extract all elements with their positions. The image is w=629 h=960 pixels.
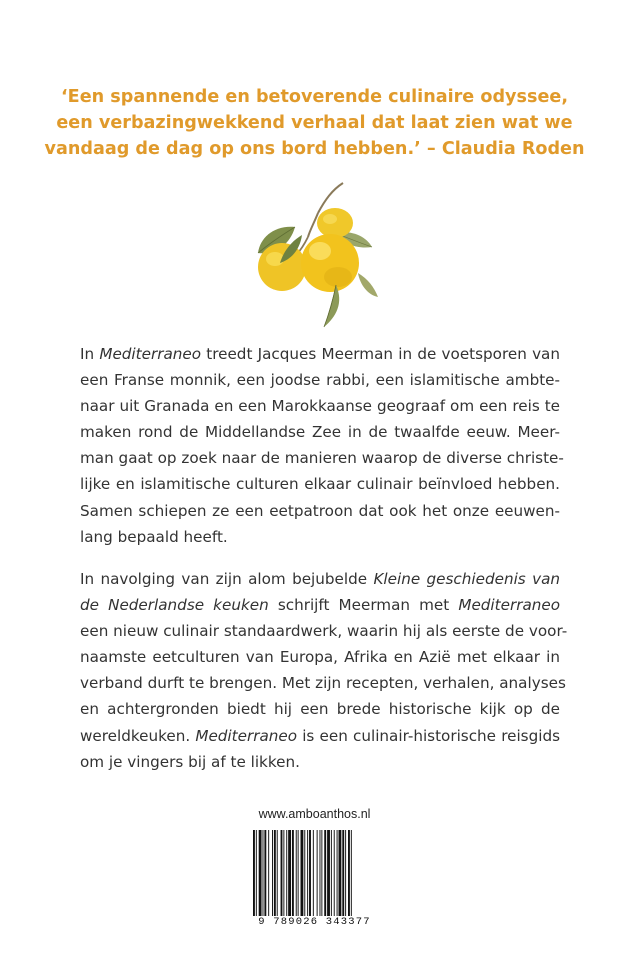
p1-line-2: een Franse monnik, een joodse rabbi, een islamitische ambte- <box>80 371 560 390</box>
description-paragraph-1 <box>80 341 564 550</box>
quote-line-1: ‘Een spannende en betoverende culinaire odyssee, <box>61 87 568 107</box>
p2-line-4: naamste eetculturen van Europa, Afrika en Azië met elkaar in <box>80 648 560 667</box>
p1-line-3: naar uit Granada en een Marokkaanse geograaf om een reis te <box>80 397 560 416</box>
p2-line-3: een nieuw culinair standaardwerk, waarin hij als eerste de voor- <box>80 622 568 641</box>
p2-line-8: om je vingers bij af te likken. <box>80 752 300 771</box>
p1-line-7: Samen schiepen ze een eetpatroon dat ook het onze eeuwen- <box>80 501 560 520</box>
p2-line-7: wereldkeuken. Mediterraneo is een culinair-historische reisgids <box>80 726 561 745</box>
quote-line-2: een verbazingwekkend verhaal dat laat zien wat we <box>56 113 573 133</box>
lemon-branch-illustration <box>240 175 390 335</box>
barcode-digits: 9 789026 343377 <box>249 916 380 928</box>
p1-line-6: lijke en islamitische culturen elkaar culinair beïnvloed hebben. <box>80 475 560 494</box>
p1-line-8: lang bepaald heeft. <box>80 527 228 546</box>
p2-line-5: verband durft te brengen. Met zijn recepten, verhalen, analyses <box>80 674 566 693</box>
back-cover-quote <box>40 84 589 162</box>
p1-line-5: man gaat op zoek naar de manieren waarop de diverse christe- <box>80 449 564 468</box>
p2-line-1: In navolging van zijn alom bejubelde Kleine geschiedenis van <box>80 570 560 588</box>
quote-line-3: vandaag de dag op ons bord hebben.’ – Claudia Roden <box>44 139 585 159</box>
p2-line-6: en achtergronden biedt hij een brede historische kijk op de <box>80 700 560 719</box>
publisher-url: www.amboanthos.nl <box>258 807 371 821</box>
description-paragraph-2 <box>80 566 568 775</box>
p2-line-2: de Nederlandse keuken schrijft Meerman met Mediterraneo <box>80 596 561 615</box>
p1-line-1: In Mediterraneo treedt Jacques Meerman in de voetsporen van <box>80 345 560 363</box>
p1-line-4: maken rond de Middellandse Zee in de twaalfde eeuw. Meer- <box>80 423 560 442</box>
